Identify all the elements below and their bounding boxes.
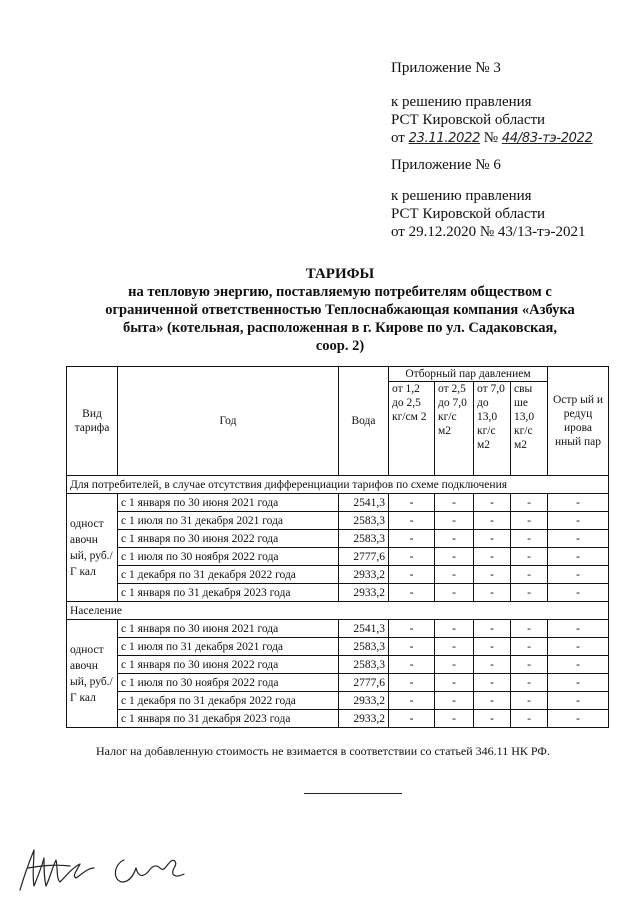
dash-cell: - (435, 692, 474, 710)
dash-cell: - (511, 638, 548, 656)
dash-cell: - (389, 530, 435, 548)
section-title: Население (67, 602, 609, 620)
dash-cell: - (435, 710, 474, 728)
title-line-1: на тепловую энергию, поставляемую потребителям обществом с (128, 284, 552, 300)
dash-cell: - (474, 548, 511, 566)
header-tariff-kind: Вид тарифа (67, 367, 118, 476)
title-line-2: ограниченной ответственностью Теплоснабжающая компания «Азбука (105, 302, 575, 318)
dash-cell: - (511, 530, 548, 548)
dash-cell: - (548, 530, 609, 548)
period-cell: с 1 декабря по 31 декабря 2022 года (118, 692, 339, 710)
table-row (67, 656, 609, 674)
period-cell: с 1 июля по 31 декабря 2021 года (118, 638, 339, 656)
period-cell: с 1 января по 30 июня 2022 года (118, 656, 339, 674)
separator-line (304, 793, 402, 794)
period-cell: с 1 января по 30 июня 2021 года (118, 494, 339, 512)
dash-cell: - (474, 494, 511, 512)
dash-cell: - (435, 638, 474, 656)
header-pressure-2: от 2,5 до 7,0 кг/с м2 (435, 382, 474, 476)
dash-cell: - (511, 620, 548, 638)
dash-cell: - (474, 566, 511, 584)
dash-cell: - (389, 512, 435, 530)
appendix-3-decision-line: к решению правления (391, 94, 532, 110)
title-line-4: соор. 2) (315, 338, 365, 354)
water-value-cell: 2583,3 (339, 512, 389, 530)
dash-cell: - (474, 584, 511, 602)
section-title: Для потребителей, в случае отсутствия дифференциации тарифов по схеме подключения (67, 476, 609, 494)
water-value-cell: 2933,2 (339, 692, 389, 710)
appendix-3-authority-line: РСТ Кировской области (391, 112, 546, 128)
section-row-consumers (67, 476, 609, 494)
dash-cell: - (389, 656, 435, 674)
dash-cell: - (474, 530, 511, 548)
header-steam-group: Отборный пар давлением (389, 367, 548, 382)
period-cell: с 1 июля по 30 ноября 2022 года (118, 674, 339, 692)
period-cell: с 1 января по 30 июня 2022 года (118, 530, 339, 548)
table-row (67, 620, 609, 638)
signature-scribbles (14, 838, 204, 898)
tariff-table (66, 366, 609, 728)
table-row (67, 584, 609, 602)
dash-cell: - (435, 674, 474, 692)
water-value-cell: 2583,3 (339, 656, 389, 674)
water-value-cell: 2541,3 (339, 494, 389, 512)
appendix-3-from-label: от (391, 130, 405, 146)
table-row (67, 674, 609, 692)
header-year: Год (118, 367, 339, 476)
dash-cell: - (511, 494, 548, 512)
signature-2-stroke (115, 860, 184, 882)
table-row (67, 566, 609, 584)
dash-cell: - (435, 656, 474, 674)
signature-1-tail (28, 865, 70, 868)
table-row (67, 494, 609, 512)
dash-cell: - (511, 656, 548, 674)
appendix-6-date-line: от 29.12.2020 № 43/13-тэ-2021 (391, 224, 586, 240)
period-cell: с 1 июля по 31 декабря 2021 года (118, 512, 339, 530)
dash-cell: - (548, 638, 609, 656)
table-row (67, 512, 609, 530)
appendix-6-decision-line: к решению правления (391, 188, 532, 204)
dash-cell: - (389, 638, 435, 656)
title-line-3: быта» (котельная, расположенная в г. Кирове по ул. Садаковская, (122, 320, 557, 336)
dash-cell: - (389, 584, 435, 602)
water-value-cell: 2933,2 (339, 710, 389, 728)
period-cell: с 1 января по 30 июня 2021 года (118, 620, 339, 638)
dash-cell: - (548, 710, 609, 728)
section-row-population (67, 602, 609, 620)
table-row (67, 530, 609, 548)
table-row (67, 638, 609, 656)
dash-cell: - (474, 512, 511, 530)
dash-cell: - (474, 692, 511, 710)
tariff-kind-cell: одност авочн ый, руб./Г кал (67, 494, 118, 602)
dash-cell: - (548, 494, 609, 512)
dash-cell: - (511, 566, 548, 584)
appendix-3-label: Приложение № 3 (391, 60, 501, 76)
appendix-3-number-sign: № (483, 130, 499, 146)
period-cell: с 1 января по 31 декабря 2023 года (118, 584, 339, 602)
header-water: Вода (339, 367, 389, 476)
appendix-3-handwritten-date: 23.11.2022 (408, 131, 481, 146)
water-value-cell: 2583,3 (339, 638, 389, 656)
dash-cell: - (435, 584, 474, 602)
dash-cell: - (511, 692, 548, 710)
dash-cell: - (435, 620, 474, 638)
water-value-cell: 2777,6 (339, 674, 389, 692)
tariff-kind-cell: одност авочн ый, руб./Г кал (67, 620, 118, 728)
dash-cell: - (389, 566, 435, 584)
table-row (67, 710, 609, 728)
water-value-cell: 2933,2 (339, 566, 389, 584)
dash-cell: - (389, 494, 435, 512)
dash-cell: - (511, 710, 548, 728)
appendix-6-authority-line: РСТ Кировской области (391, 206, 546, 222)
dash-cell: - (435, 548, 474, 566)
dash-cell: - (389, 674, 435, 692)
appendix-3-handwritten-number: 44/83-тэ-2022 (501, 131, 593, 146)
dash-cell: - (548, 674, 609, 692)
dash-cell: - (511, 674, 548, 692)
dash-cell: - (548, 692, 609, 710)
dash-cell: - (435, 530, 474, 548)
dash-cell: - (435, 494, 474, 512)
header-pressure-1: от 1,2 до 2,5 кг/см 2 (389, 382, 435, 476)
water-value-cell: 2777,6 (339, 548, 389, 566)
header-sharp-steam: Остр ый и редуц ирова нный пар (548, 367, 609, 476)
dash-cell: - (548, 620, 609, 638)
dash-cell: - (435, 566, 474, 584)
period-cell: с 1 июля по 30 ноября 2022 года (118, 548, 339, 566)
water-value-cell: 2583,3 (339, 530, 389, 548)
dash-cell: - (389, 710, 435, 728)
dash-cell: - (435, 512, 474, 530)
water-value-cell: 2933,2 (339, 584, 389, 602)
vat-note: Налог на добавленную стоимость не взимается в соответствии со статьей 346.11 НК РФ. (96, 744, 550, 758)
dash-cell: - (389, 692, 435, 710)
dash-cell: - (389, 620, 435, 638)
dash-cell: - (548, 656, 609, 674)
appendix-3-date-line (391, 129, 593, 148)
document-title: ТАРИФЫ (305, 266, 375, 282)
table-row (67, 692, 609, 710)
table-header-row-1 (67, 367, 609, 382)
dash-cell: - (548, 566, 609, 584)
dash-cell: - (511, 512, 548, 530)
signature-1-stroke (20, 850, 94, 890)
period-cell: с 1 января по 31 декабря 2023 года (118, 710, 339, 728)
appendix-6-label: Приложение № 6 (391, 157, 501, 173)
dash-cell: - (474, 638, 511, 656)
dash-cell: - (511, 548, 548, 566)
dash-cell: - (548, 512, 609, 530)
header-pressure-3: от 7,0 до 13,0 кг/с м2 (474, 382, 511, 476)
dash-cell: - (511, 584, 548, 602)
dash-cell: - (548, 584, 609, 602)
dash-cell: - (474, 710, 511, 728)
dash-cell: - (474, 674, 511, 692)
water-value-cell: 2541,3 (339, 620, 389, 638)
dash-cell: - (389, 548, 435, 566)
header-pressure-4: свы ше 13,0 кг/с м2 (511, 382, 548, 476)
dash-cell: - (474, 656, 511, 674)
dash-cell: - (548, 548, 609, 566)
period-cell: с 1 декабря по 31 декабря 2022 года (118, 566, 339, 584)
table-row (67, 548, 609, 566)
dash-cell: - (474, 620, 511, 638)
